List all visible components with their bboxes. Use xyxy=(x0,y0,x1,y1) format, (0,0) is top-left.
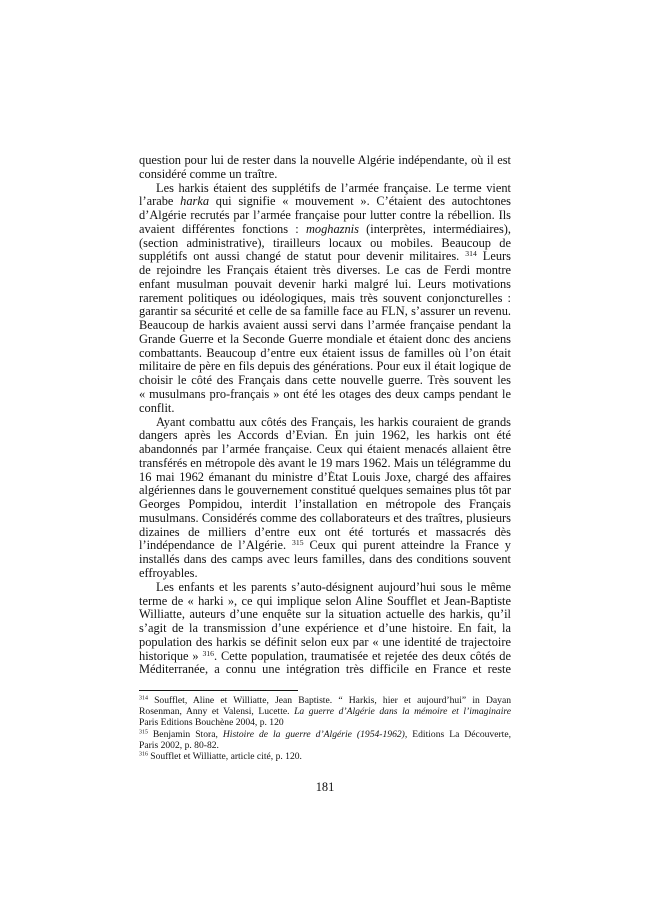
text-segment: Paris 2002, p. 80-82. xyxy=(139,739,219,751)
text-line xyxy=(139,443,511,457)
text-line xyxy=(139,457,511,471)
paragraph xyxy=(139,182,511,416)
text-line xyxy=(139,168,511,182)
footnote-line xyxy=(139,706,511,717)
text-line xyxy=(139,595,511,609)
text-line xyxy=(139,498,511,512)
text-line xyxy=(139,663,511,677)
footnote-reference: 316 xyxy=(139,751,148,758)
body-text xyxy=(139,154,511,677)
text-segment: s’agit de la transmission d’une expérience et d’une histoire. En fait, la xyxy=(139,622,511,636)
text-segment: conflit. xyxy=(139,401,175,415)
text-segment: Grande Guerre et la Seconde Guerre mondiale et étaient donc des anciens xyxy=(139,332,511,346)
paragraph xyxy=(139,581,511,677)
text-line xyxy=(139,429,511,443)
text-segment: 16 mai 1962 émanant du ministre d’État Louis Joxe, chargé des affaires xyxy=(139,470,511,484)
text-segment: avaient différentes fonctions : xyxy=(139,222,306,236)
text-segment: Les enfants et les parents s’auto-désignent aujourd’hui sous le même xyxy=(156,580,511,594)
text-segment: supplétifs ont aussi changé de statut pour devenir militaires. xyxy=(139,250,466,264)
text-segment: l’indépendance de l’Algérie. xyxy=(139,539,293,553)
text-line xyxy=(139,319,511,333)
text-segment: Paris Editions Bouchène 2004, p. 120 xyxy=(139,717,284,729)
text-segment: Beaucoup de harkis avaient aussi servi dans l’armée française pendant la xyxy=(139,319,511,333)
text-segment: (section administrative), tirailleurs locaux ou mobiles. Beaucoup de xyxy=(139,236,511,250)
text-line xyxy=(139,512,511,526)
text-segment: Leurs xyxy=(482,250,511,264)
text-segment: population des harkis se définit selon eux par « une identité de trajectoire xyxy=(139,635,511,649)
footnote-line xyxy=(139,695,511,706)
text-segment: , Editions La Découverte, xyxy=(404,728,511,740)
footnote-reference: 315 xyxy=(292,539,304,548)
text-line xyxy=(139,622,511,636)
footnote-line xyxy=(139,729,511,740)
text-line xyxy=(139,526,511,540)
text-line xyxy=(139,292,511,306)
text-line xyxy=(139,360,511,374)
text-line xyxy=(139,581,511,595)
text-segment: Soufflet et Williatte, article cité, p. 120. xyxy=(147,750,302,762)
text-segment: militaire de père en fils depuis des générations. Pour eux il était logique de xyxy=(139,360,511,374)
text-line xyxy=(139,608,511,622)
page-number: 181 xyxy=(315,780,335,794)
text-segment: Rosenman, Anny et Valensi, Lucette. xyxy=(139,706,295,718)
text-segment: qui signifie « mouvement ». C’étaient des autochtones xyxy=(209,195,511,209)
italic-text: La guerre d’Algérie dans la mémoire et l’imaginaire xyxy=(294,706,511,718)
text-segment: rarement politiques ou idéologiques, mais très souvent conjoncturelles : xyxy=(139,291,511,305)
footnote-reference: 316 xyxy=(202,649,215,658)
text-segment: combattants. Beaucoup d’entre eux étaient issus de familles où l’on était xyxy=(139,346,511,360)
text-line xyxy=(139,250,511,264)
italic-text: Histoire de la guerre d’Algérie (1954-1962) xyxy=(222,728,405,740)
text-line xyxy=(139,650,511,664)
text-line xyxy=(139,567,511,581)
text-segment: considéré comme un traître. xyxy=(139,167,278,181)
text-line xyxy=(139,553,511,567)
text-line xyxy=(139,636,511,650)
text-line xyxy=(139,264,511,278)
text-segment: garantir sa sécurité et celle de sa famille face au FLN, s’assurer un revenu. xyxy=(139,305,511,319)
text-line xyxy=(139,237,511,251)
text-segment: enfant musulman pouvait devenir harki malgré lui. Leurs motivations xyxy=(139,277,511,291)
text-line xyxy=(139,154,511,168)
footnote xyxy=(139,695,511,729)
footnote-line xyxy=(139,717,511,728)
text-segment: abandonnés par l’armée française. Ceux qui étaient menacés allaient être xyxy=(139,443,511,457)
text-segment: Soufflet, Aline et Williatte, Jean Baptiste. “ Harkis, hier et aujourd’hui” in Dayan xyxy=(147,695,511,706)
text-segment: « musulmans pro-français » ont été les otages des deux camps pendant le xyxy=(139,388,511,402)
text-line xyxy=(139,182,511,196)
text-segment: dangers après les Accords d’Evian. En juin 1962, les harkis ont été xyxy=(139,429,511,443)
italic-text: moghaznis xyxy=(305,222,359,236)
text-segment: effroyables. xyxy=(139,566,198,580)
text-segment: Georges Pompidou, interdit l’installation en métropole des Français xyxy=(139,498,511,512)
text-segment: dizaines de milliers d’entre eux ont été torturés et massacrés dès xyxy=(139,525,511,539)
text-segment: choisir le côté des Français dans cette nouvelle guerre. Très souvent les xyxy=(139,374,511,388)
footnote-separator xyxy=(139,690,298,691)
text-line xyxy=(139,374,511,388)
footnote-line xyxy=(139,740,511,751)
text-segment: Ayant combattu aux côtés des Français, les harkis couraient de grands xyxy=(156,415,511,429)
text-line xyxy=(139,223,511,237)
text-segment: question pour lui de rester dans la nouvelle Algérie indépendante, où il est xyxy=(139,154,511,167)
text-segment: Benjamin Stora, xyxy=(147,728,223,740)
text-segment: l’arabe xyxy=(139,195,181,209)
text-segment: installés dans des camps avec leurs familles, dans des conditions souvent xyxy=(139,553,511,567)
footnote xyxy=(139,751,511,762)
text-segment: transférés en métropole dès avant le 19 mars 1962. Mais un télégramme du xyxy=(139,456,511,470)
paragraph xyxy=(139,416,511,581)
text-line xyxy=(139,209,511,223)
text-segment: Williatte, auteurs d’une enquête sur la situation actuelle des harkis, qu’il xyxy=(139,608,511,622)
text-segment: musulmans. Considérés comme des collaborateurs et des traîtres, plusieurs xyxy=(139,511,511,525)
footnotes xyxy=(139,695,511,762)
footnote-reference: 314 xyxy=(465,250,477,259)
text-segment: algériennes dans le gouvernement constitué quelques semaines plus tôt par xyxy=(139,484,511,498)
text-segment: terme de « harki », ce qui implique selon Aline Soufflet et Jean-Baptiste xyxy=(139,594,511,608)
text-segment: Méditerranée, a connu une intégration très difficile en France et reste xyxy=(139,663,511,677)
text-line xyxy=(139,347,511,361)
footnote-reference: 314 xyxy=(139,695,148,702)
text-line xyxy=(139,305,511,319)
text-line xyxy=(139,471,511,485)
text-line xyxy=(139,333,511,347)
text-segment: historique » xyxy=(139,649,203,663)
text-segment: (interprètes, intermédiaires), xyxy=(366,222,511,236)
paragraph xyxy=(139,154,511,182)
footnote xyxy=(139,729,511,751)
footnote-line xyxy=(139,751,511,762)
text-segment: Les harkis étaient des supplétifs de l’armée française. Le terme vient xyxy=(156,181,511,195)
text-line xyxy=(139,484,511,498)
text-line xyxy=(139,278,511,292)
italic-text: harka xyxy=(180,195,210,209)
text-line xyxy=(139,402,511,416)
text-segment: Ceux qui purent atteindre la France y xyxy=(309,539,511,553)
text-line xyxy=(139,416,511,430)
text-segment: . Cette population, traumatisée et rejetée des deux côtés de xyxy=(214,649,511,663)
footnote-reference: 315 xyxy=(139,729,148,736)
text-line xyxy=(139,195,511,209)
text-segment: de rejoindre les Français étaient très diverses. Le cas de Ferdi montre xyxy=(139,264,511,278)
text-line xyxy=(139,539,511,553)
text-segment: d’Algérie recrutés par l’armée française pour lutter contre la rébellion. Ils xyxy=(139,209,511,223)
text-line xyxy=(139,388,511,402)
